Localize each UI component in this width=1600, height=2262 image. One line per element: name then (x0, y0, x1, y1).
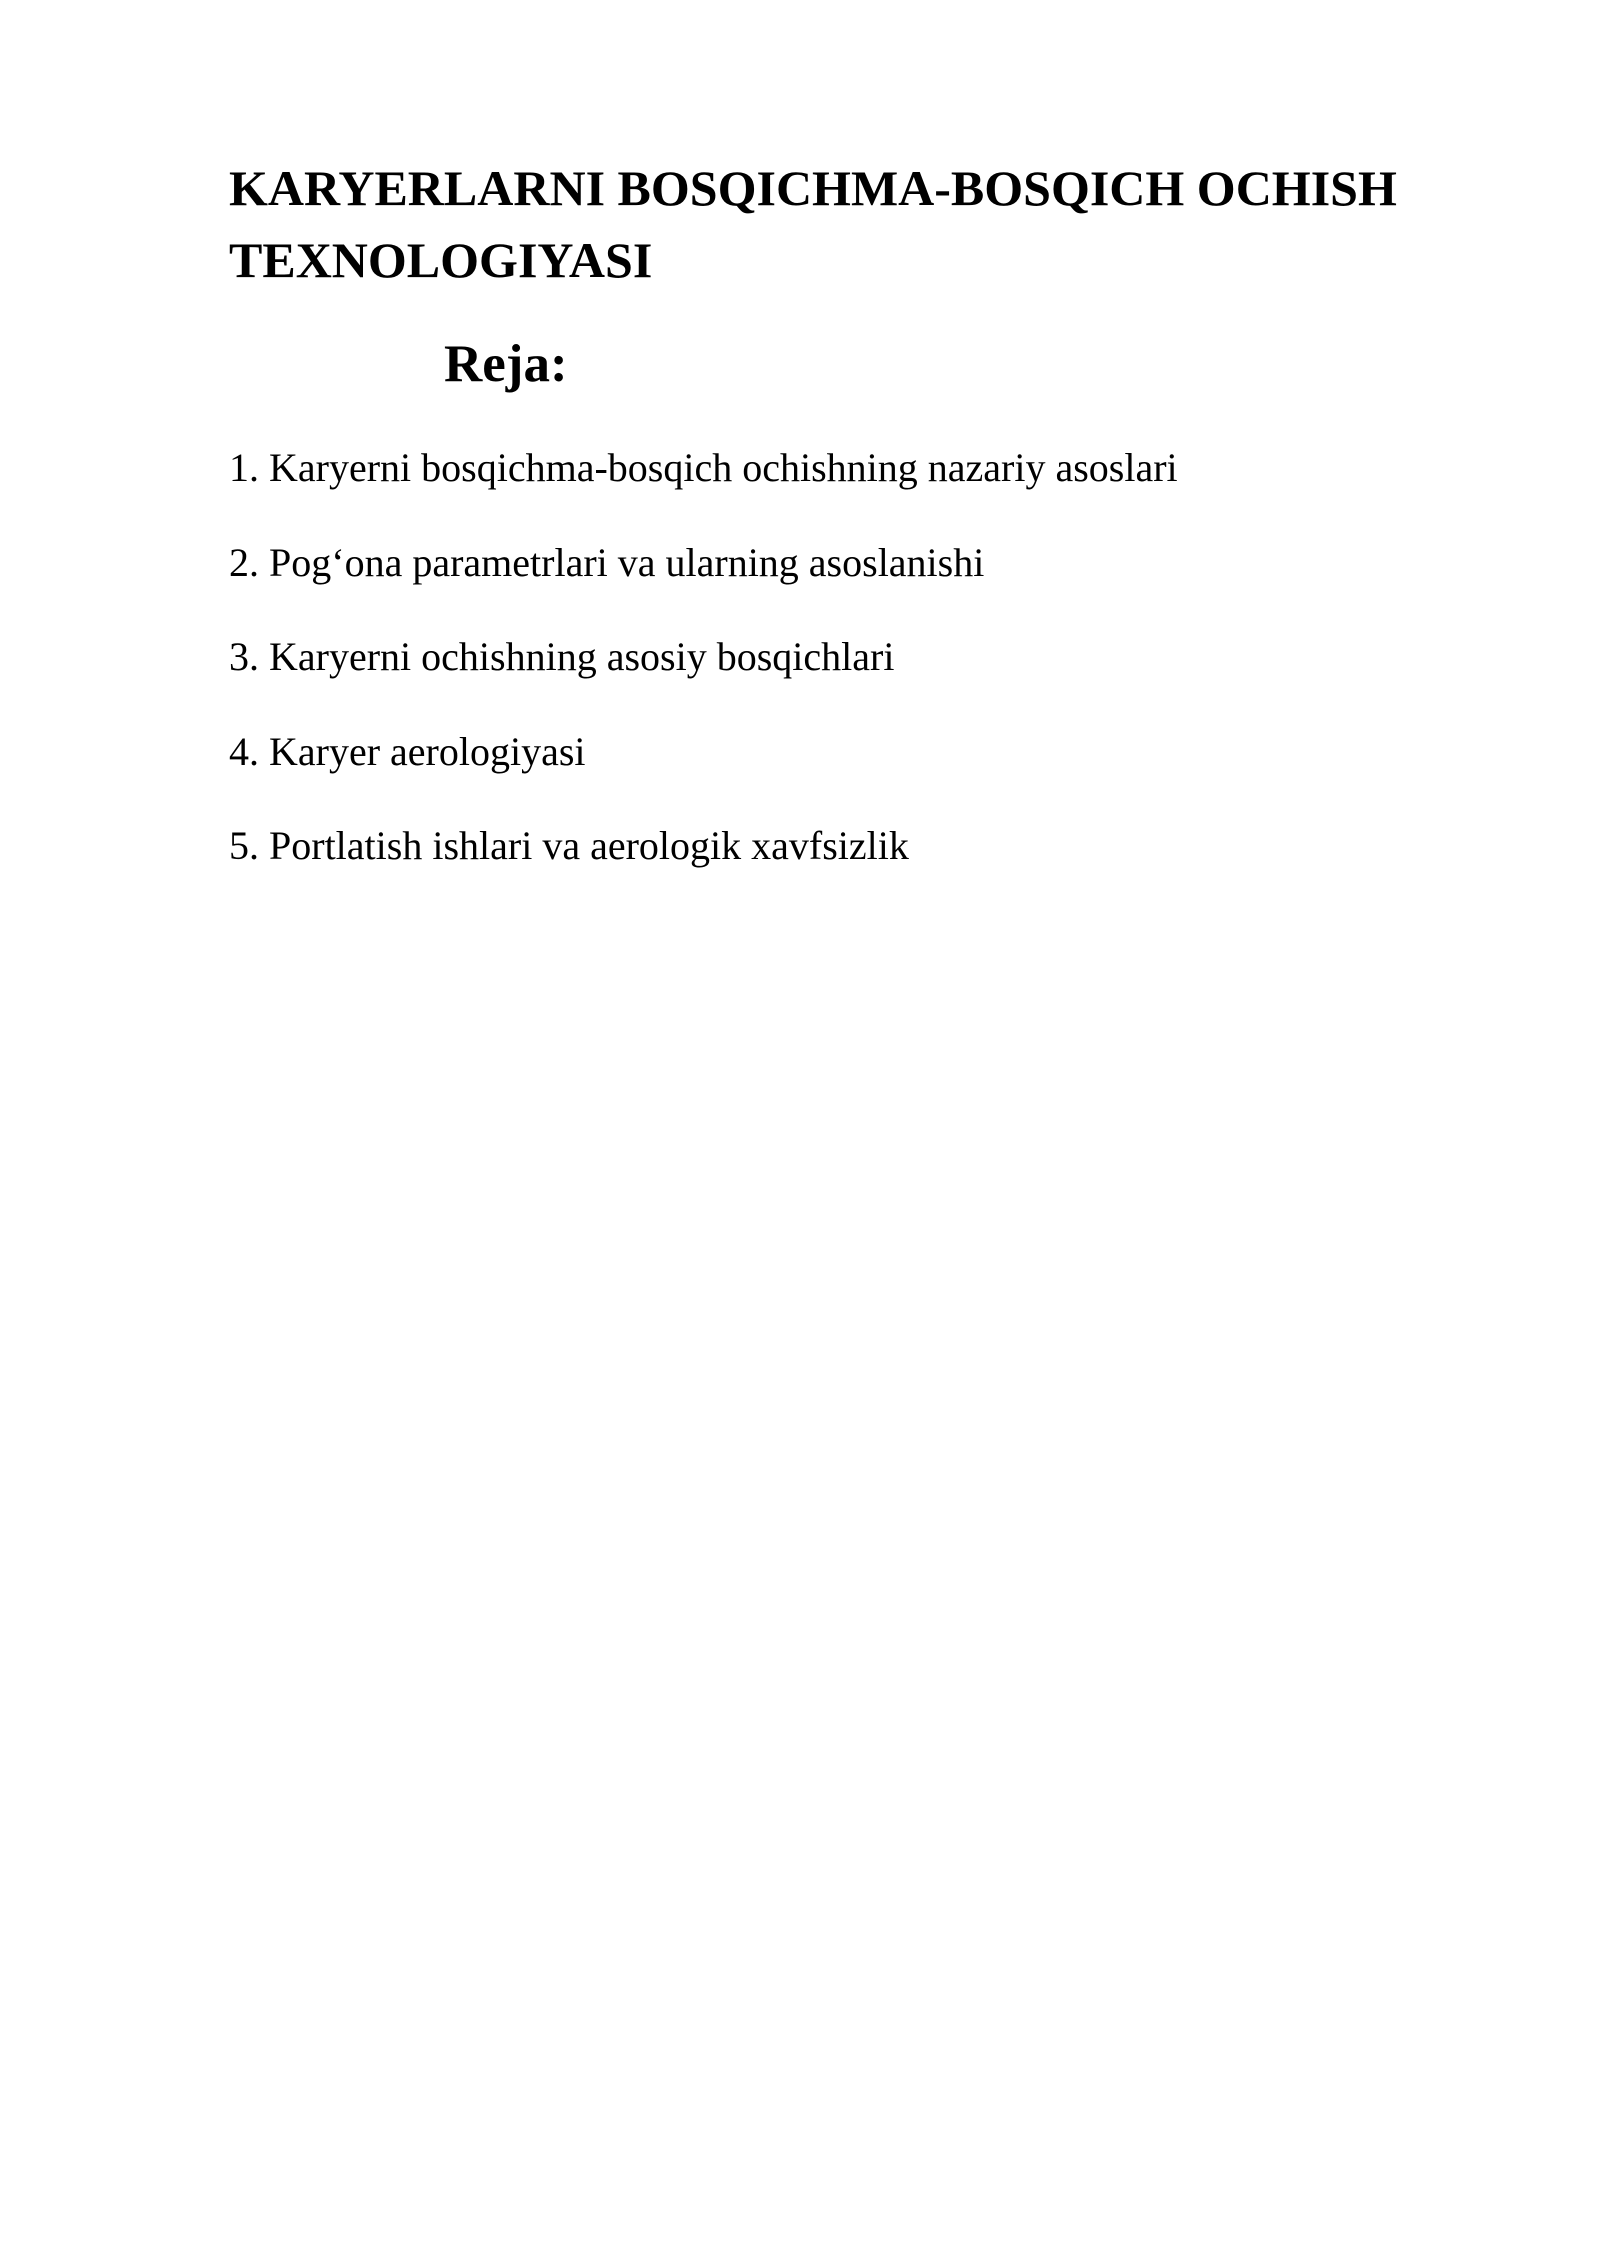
plan-item-1: 1. Karyerni bosqichma-bosqich ochishning nazariy asoslari (229, 445, 1178, 490)
title-line-1: KARYERLARNI BOSQICHMA-BOSQICH OCHISH (229, 160, 1397, 216)
plan-item-5: 5. Portlatish ishlari va aerologik xavfsizlik (229, 823, 909, 868)
plan-heading: Reja: (444, 335, 568, 393)
plan-item-3: 3. Karyerni ochishning asosiy bosqichlari (229, 634, 895, 679)
title-line-2: TEXNOLOGIYASI (229, 232, 653, 288)
plan-list (229, 438, 1529, 911)
plan-item-4: 4. Karyer aerologiyasi (229, 728, 586, 774)
document-title (229, 152, 1529, 296)
plan-item-2: 2. Pog‘ona parametrlari va ularning asoslanishi (229, 539, 985, 585)
